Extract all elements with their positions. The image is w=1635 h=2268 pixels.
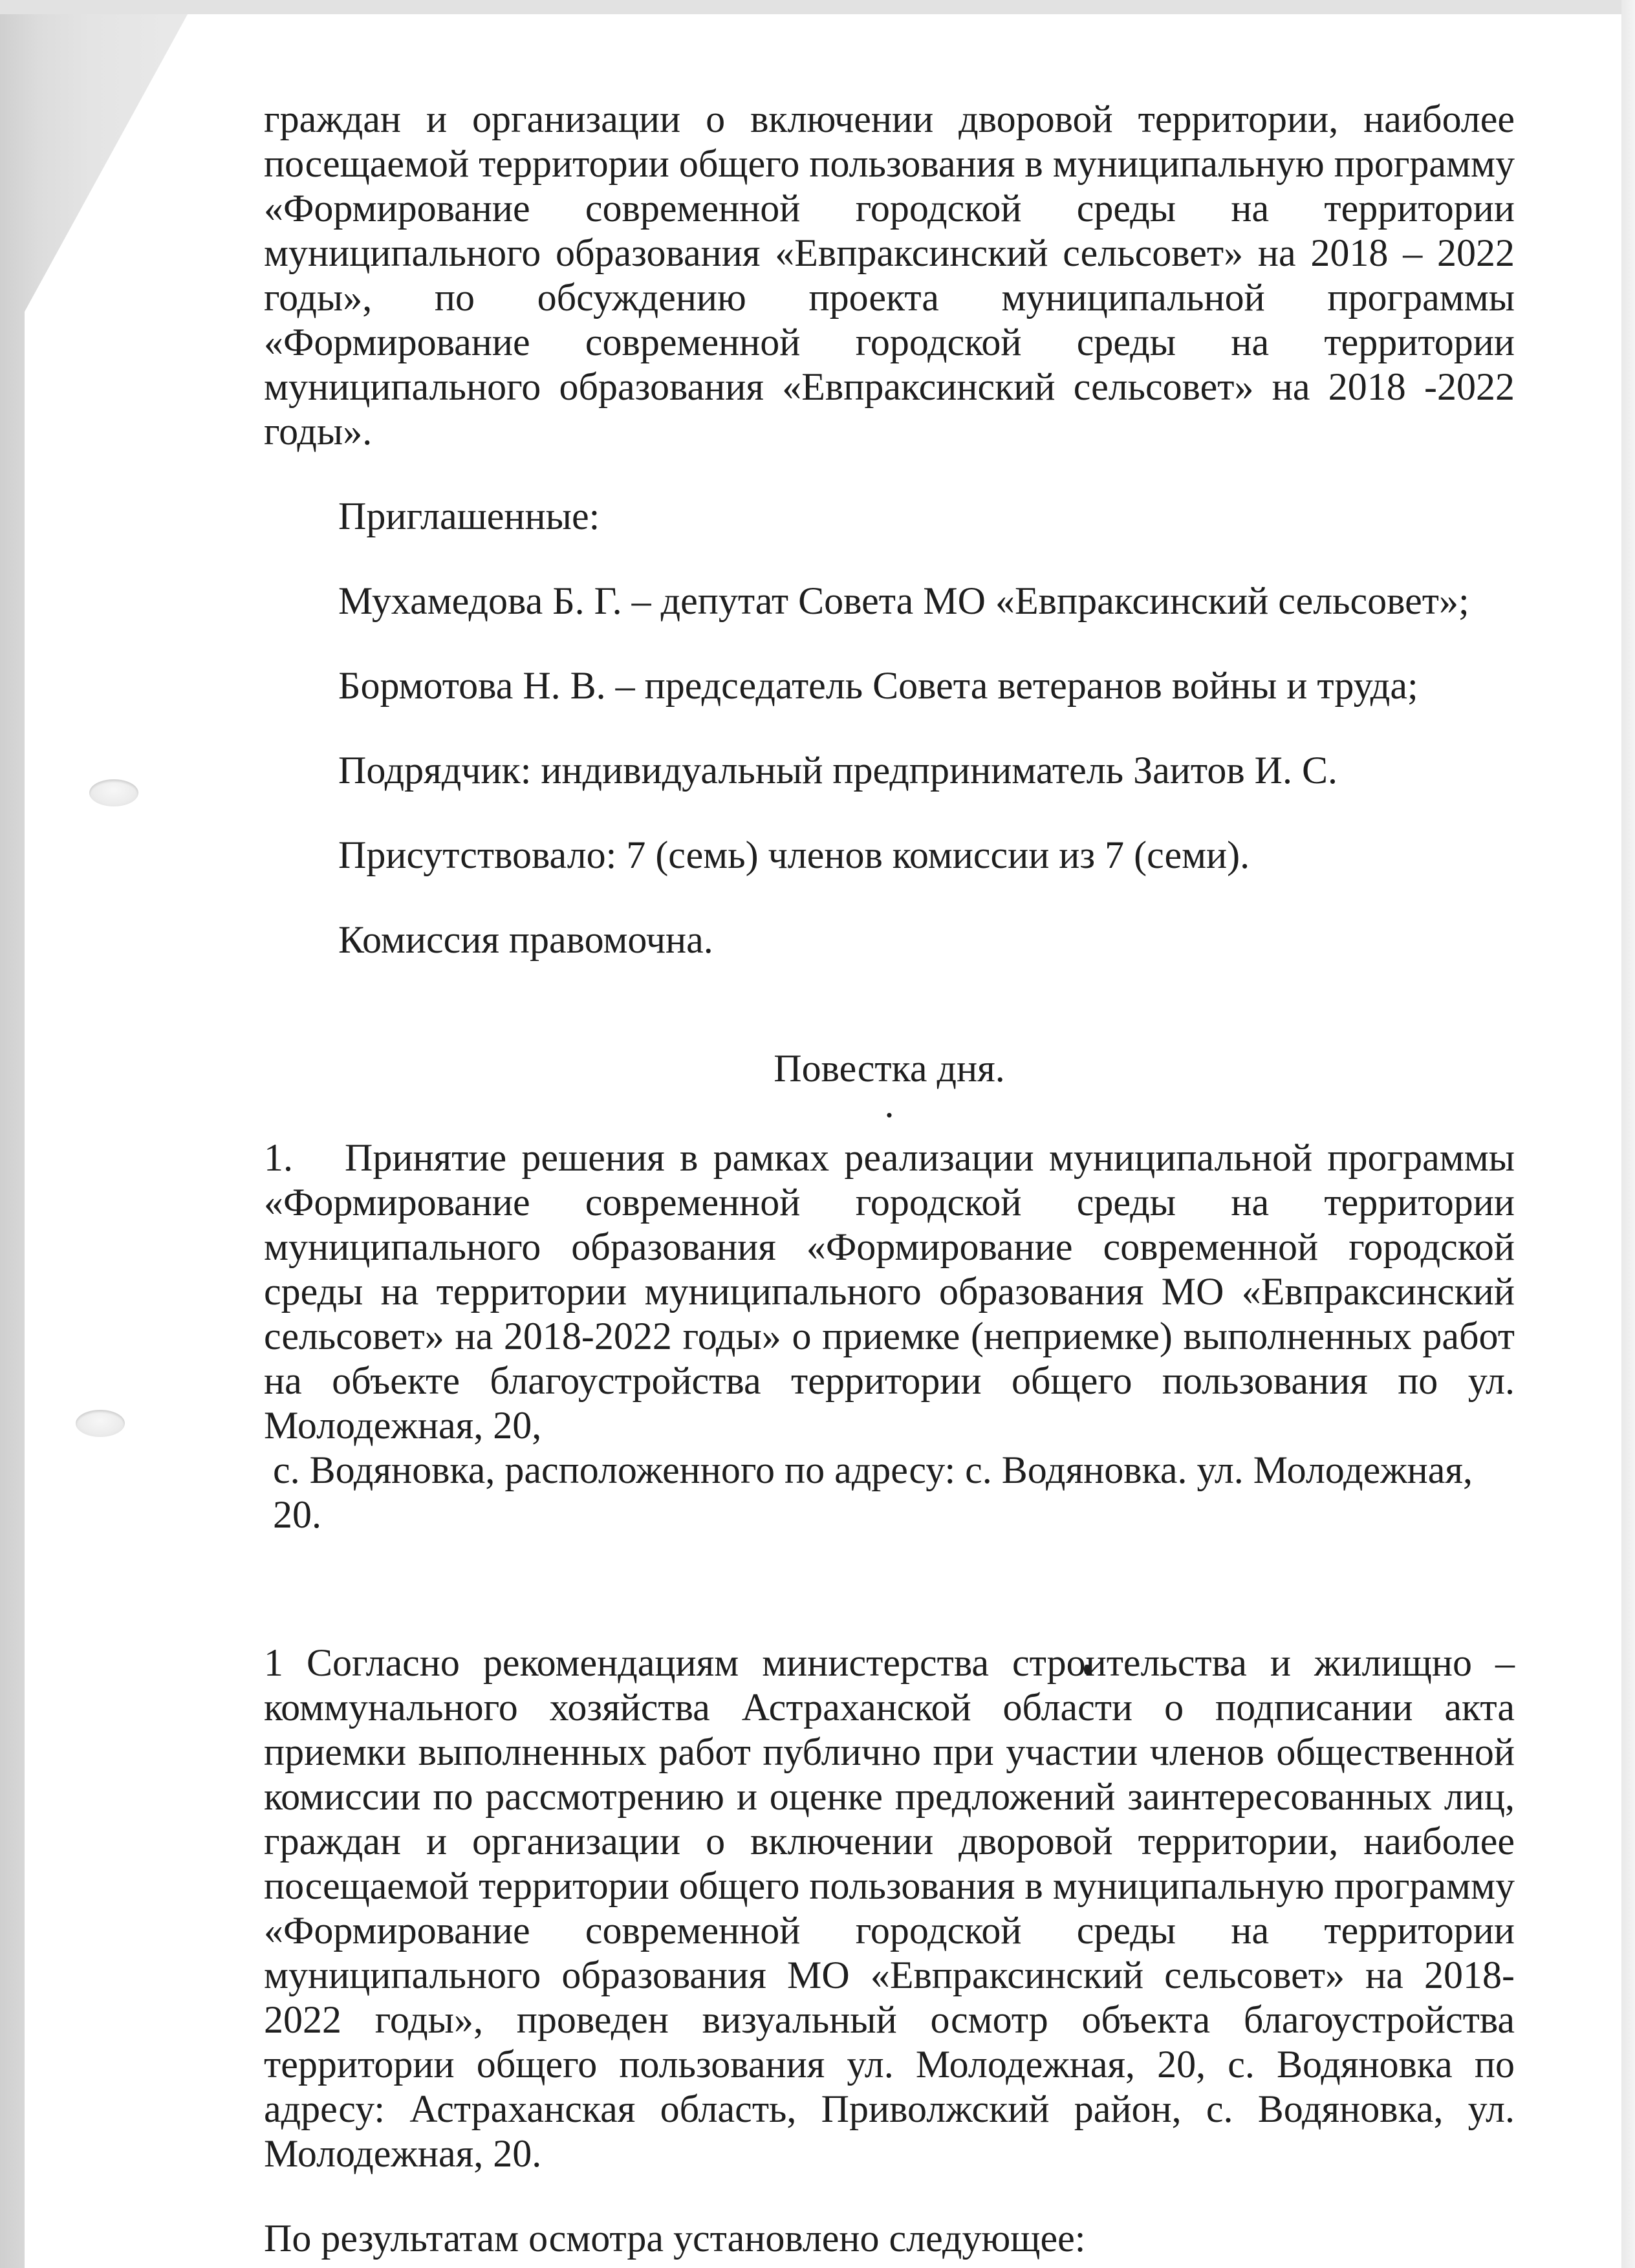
invited-person-2: Бормотова Н. В. – председатель Совета ветеранов войны и труда; [338,664,1418,707]
invited-person-1: Мухамедова Б. Г. – депутат Совета МО «Евпраксинский сельсовет»; [338,579,1469,622]
punch-hole-bottom [76,1410,125,1437]
agenda-item-address: с. Водяновка, расположенного по адресу: с. Водяновка. ул. Молодежная, 20. [273,1449,1473,1536]
invited-label: Приглашенные: [338,495,600,537]
agenda-item [264,1136,1515,1537]
scanner-top-edge [0,0,1635,14]
agenda-item-text: Принятие решения в рамках реализации муниципальной программы «Формирование современной городской среды на территории муниципального образования «Формирование современной городской среды на территории муниципального образования МО «Евпраксинский сельсовет» на 2018-2022 годы» о приемке (неприемке) выполненных работ на объекте благоустройства территории общего пользования по ул. Молодежная, 20, [264,1136,1515,1447]
punch-hole-top [89,779,138,806]
agenda-heading: Повестка дня. [774,1047,1005,1090]
section-1-paragraph: 1 Согласно рекомендациям министерства строительства и жилищно – коммунального хозяйства Астраханской области о подписании акта приемки выполненных работ публично при участии членов общественной комиссии по рассмотрению и оценке предложений заинтересованных лиц, граждан и организации о включении дворовой территории, наиболее посещаемой территории общего пользования в муниципальную программу «Формирование современной городской среды на территории муниципального образования МО «Евпраксинский сельсовет» на 2018-2022 годы», проведен визуальный осмотр объекта благоустройства территории общего пользования ул. Молодежная, 20, с. Водяновка по адресу: Астраханская область, Приволжский район, с. Водяновка, ул. Молодежная, 20. [264,1641,1515,2175]
attendance-count: Присутствовало: 7 (семь) членов комиссии из 7 (семи). [338,834,1250,876]
contractor: Подрядчик: индивидуальный предприниматель Заитов И. С. [338,749,1337,792]
scanner-right-edge [1621,0,1635,2268]
agenda-item-number: 1. [264,1136,293,1179]
quorum-status: Комиссия правомочна. [338,918,713,961]
document-body [264,97,1515,2261]
results-intro: По результатам осмотра установлено следующее: [264,2217,1086,2260]
intro-paragraph: граждан и организации о включении дворовой территории, наиболее посещаемой территории общего пользования в муниципальную программу «Формирование современной городской среды на территории муниципального образования «Евпраксинский сельсовет» на 2018 – 2022 годы», по обсуждению проекта муниципальной программы «Формирование современной городской среды на территории муниципального образования «Евпраксинский сельсовет» на 2018 -2022 годы». [264,98,1515,453]
agenda-dot: . [884,1083,894,1125]
